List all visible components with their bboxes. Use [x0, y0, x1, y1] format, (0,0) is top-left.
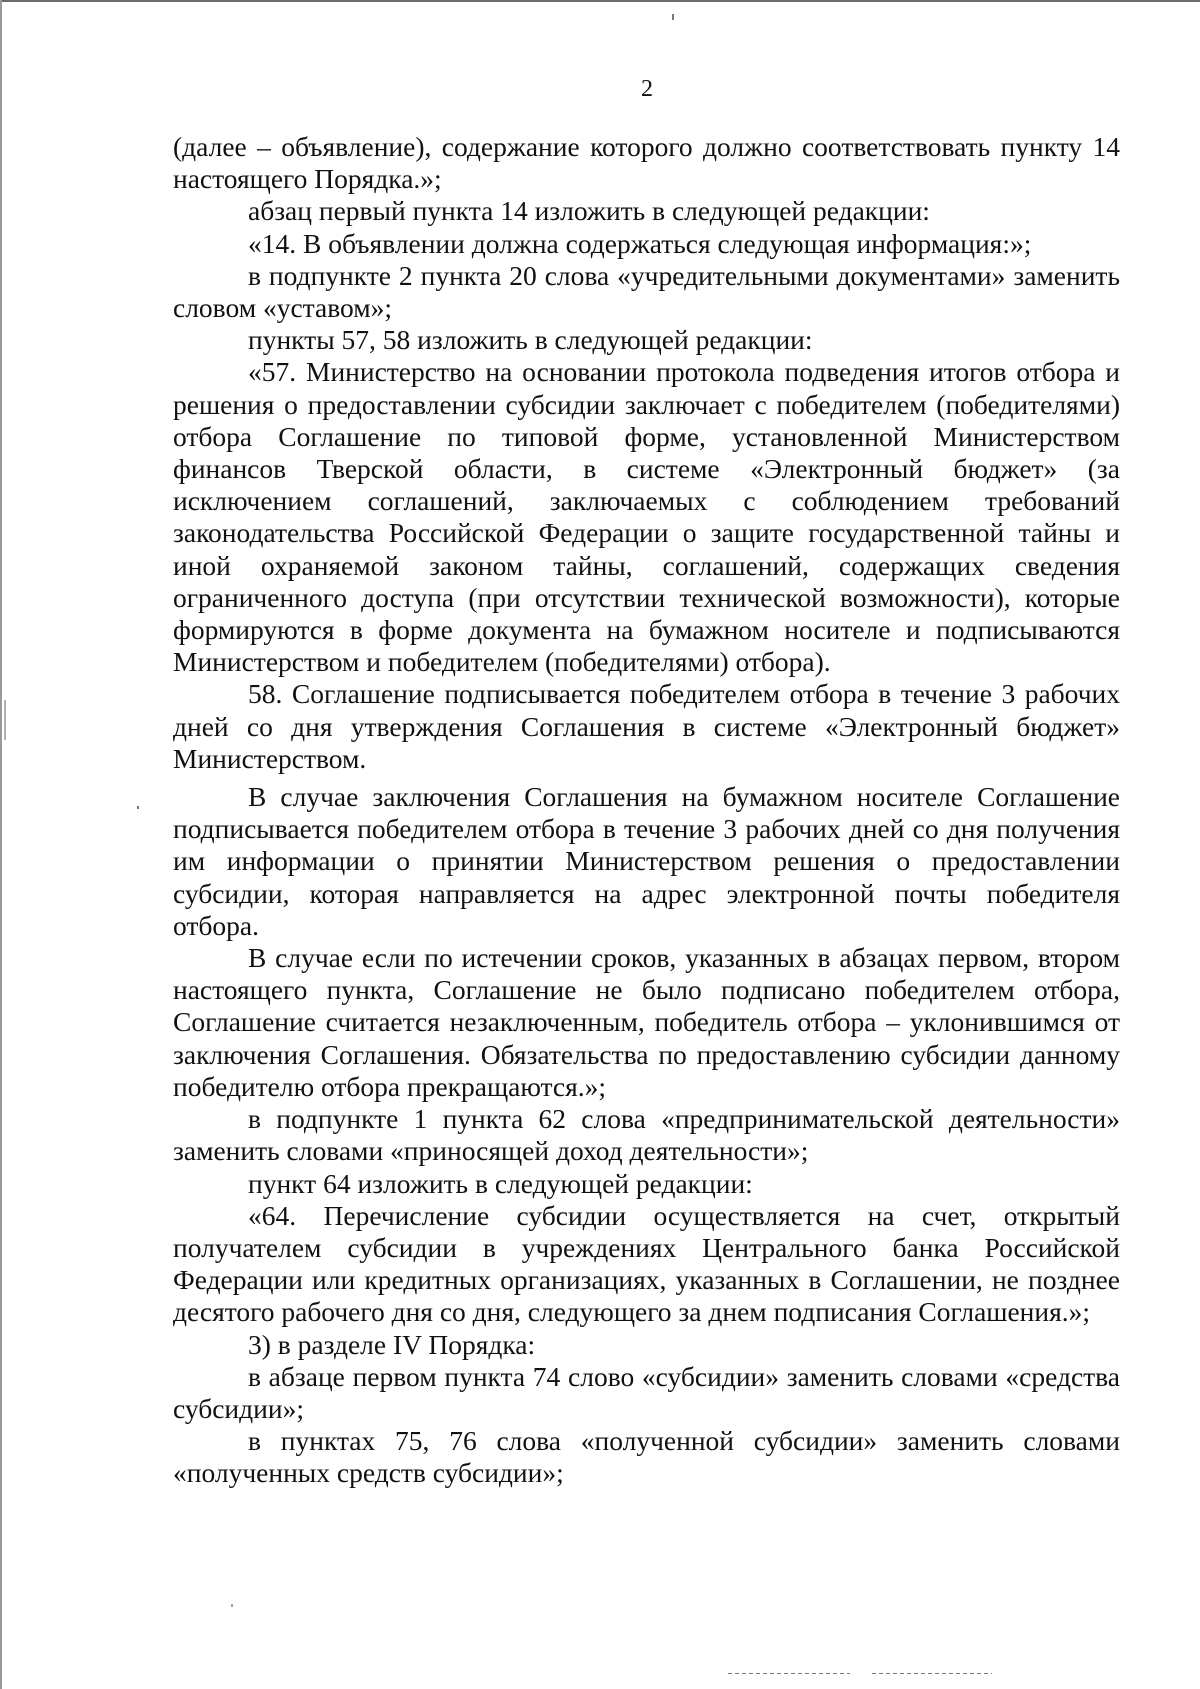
scan-speck: [231, 1604, 233, 1607]
scan-speck: [672, 14, 674, 20]
paragraph: пункт 64 изложить в следующей редакции:: [248, 1167, 753, 1199]
paragraph: 3) в разделе IV Порядка:: [248, 1328, 536, 1360]
paragraph: В случае заключения Соглашения на бумажном носителе Соглашение подписывается победителем отбора в течение 3 рабочих дней со дня получения им информации о принятии Министерством решения о предоставлении субсидии, которая направляется на адрес электронной почты победителя отбора.: [173, 781, 1120, 941]
paragraph: пункты 57, 58 изложить в следующей редакции:: [248, 324, 813, 356]
paragraph: в пунктах 75, 76 слова «полученной субсидии» заменить словами «полученных средств субсидии»;: [173, 1425, 1120, 1489]
page-number: 2: [641, 76, 653, 102]
paragraph: 58. Соглашение подписывается победителем отбора в течение 3 рабочих дней со дня утверждения Соглашения в системе «Электронный бюджет» Министерством.: [173, 678, 1120, 774]
paragraph: «57. Министерство на основании протокола подведения итогов отбора и решения о предоставлении субсидии заключает с победителем (победителями) отбора Соглашение по типовой форме, установленной Министерством финансов Тверской области, в системе «Электронный бюджет» (за исключением соглашений, заключаемых с соблюдением требований законодательства Российской Федерации о защите государственной тайны и иной охраняемой законом тайны, соглашений, содержащих сведения ограниченного доступа (при отсутствии технической возможности), которые формируются в форме документа на бумажном носителе и подписываются Министерством и победителем (победителями) отбора).: [173, 356, 1120, 678]
scan-footer-dash: [728, 1673, 850, 1674]
scan-speck: [4, 700, 6, 740]
paragraph: абзац первый пункта 14 изложить в следующей редакции:: [248, 195, 930, 227]
scan-speck: [137, 806, 139, 809]
scan-edge-top: [0, 0, 1200, 2]
paragraph: в абзаце первом пункта 74 слово «субсидии» заменить словами «средства субсидии»;: [173, 1360, 1120, 1424]
scan-edge-left: [0, 0, 2, 1689]
paragraph: (далее – объявление), содержание которого должно соответствовать пункту 14 настоящего Порядка.»;: [173, 131, 1120, 195]
scan-footer-dash: [872, 1673, 992, 1674]
paragraph: В случае если по истечении сроков, указанных в абзацах первом, втором настоящего пункта, Соглашение не было подписано победителем отбора, Соглашение считается незаключенным, победитель отбора – уклонившимся от заключения Соглашения. Обязательства по предоставлению субсидии данному победителю отбора прекращаются.»;: [173, 942, 1120, 1102]
paragraph: в подпункте 2 пункта 20 слова «учредительными документами» заменить словом «уставом»;: [173, 259, 1120, 324]
document-body: [173, 131, 1120, 1490]
paragraph: в подпункте 1 пункта 62 слова «предпринимательской деятельности» заменить словами «приносящей доход деятельности»;: [173, 1103, 1120, 1167]
paragraph: «14. В объявлении должна содержаться следующая информация:»;: [248, 227, 1032, 259]
paragraph: «64. Перечисление субсидии осуществляется на счет, открытый получателем субсидии в учреждениях Центрального банка Российской Федерации или кредитных организациях, указанных в Соглашении, не позднее десятого рабочего дня со дня, следующего за днем подписания Соглашения.»;: [173, 1199, 1120, 1328]
